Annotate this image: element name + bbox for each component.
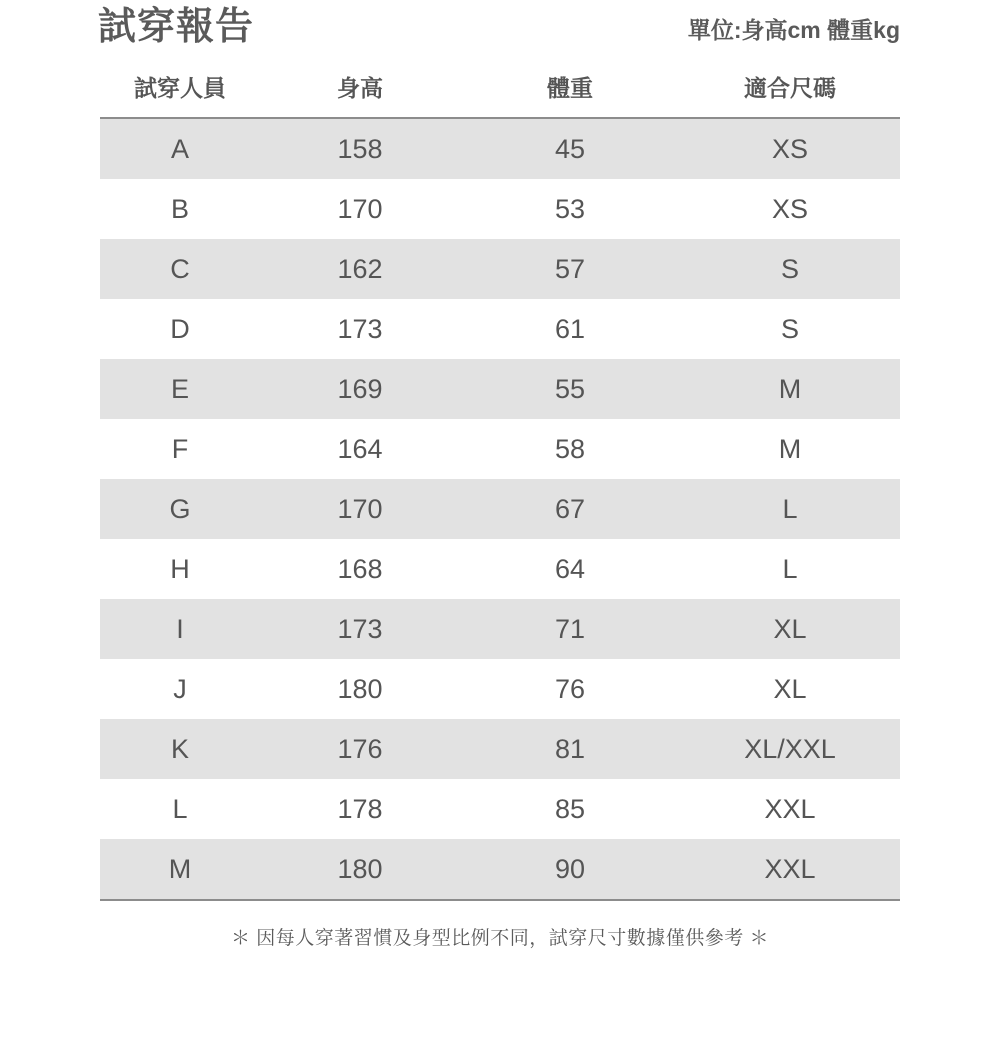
- cell-person: J: [173, 673, 187, 704]
- disclaimer-note: ＊ 因每人穿著習慣及身型比例不同，試穿尺寸數據僅供參考 ＊: [230, 928, 770, 949]
- cell-person: K: [100, 719, 260, 779]
- cell-weight: 76: [554, 673, 586, 704]
- cell-person: A: [100, 118, 260, 179]
- table-header: [100, 64, 900, 118]
- cell-weight: 64: [554, 553, 586, 584]
- table-body: [100, 118, 900, 900]
- table-row: [100, 659, 900, 719]
- cell-weight: 57: [460, 239, 680, 299]
- table-row: [100, 479, 900, 539]
- cell-height: 170: [260, 479, 460, 539]
- cell-weight: 71: [460, 599, 680, 659]
- cell-height: 164: [337, 433, 383, 464]
- table-header-row: [100, 64, 900, 118]
- cell-person: C: [100, 239, 260, 299]
- table-row: [100, 118, 900, 179]
- column-header-weight: 體重: [460, 64, 680, 118]
- cell-person: D: [170, 313, 190, 344]
- table-row: [100, 419, 900, 479]
- cell-size: M: [778, 433, 802, 464]
- cell-person: I: [100, 599, 260, 659]
- units-note: 單位:身高cm 體重kg: [687, 17, 900, 43]
- cell-height: 180: [337, 673, 383, 704]
- cell-weight: 61: [554, 313, 586, 344]
- table-row: [100, 359, 900, 419]
- cell-height: 176: [260, 719, 460, 779]
- cell-person: H: [170, 553, 190, 584]
- cell-height: 162: [260, 239, 460, 299]
- cell-weight: 85: [554, 793, 586, 824]
- table-row: [100, 719, 900, 779]
- page-header: [0, 0, 1000, 50]
- table-row: [100, 779, 900, 839]
- cell-person: L: [172, 793, 188, 824]
- column-header-height: 身高: [260, 64, 460, 118]
- cell-size: L: [680, 479, 900, 539]
- table-row: [100, 599, 900, 659]
- cell-person: G: [100, 479, 260, 539]
- table-row: [100, 179, 900, 239]
- cell-weight: 45: [460, 118, 680, 179]
- cell-size: S: [780, 313, 799, 344]
- cell-weight: 58: [554, 433, 586, 464]
- table-row: [100, 239, 900, 299]
- page-title: 試穿報告: [98, 6, 255, 48]
- column-header-size: 適合尺碼: [680, 64, 900, 118]
- table-row: [100, 839, 900, 900]
- cell-height: 178: [337, 793, 383, 824]
- cell-size: XL/XXL: [680, 719, 900, 779]
- cell-height: 173: [260, 599, 460, 659]
- cell-weight: 90: [460, 839, 680, 900]
- size-table-container: [0, 64, 1000, 901]
- cell-size: L: [782, 553, 798, 584]
- cell-person: E: [100, 359, 260, 419]
- cell-size: XL: [773, 673, 807, 704]
- cell-height: 168: [337, 553, 383, 584]
- cell-weight: 81: [460, 719, 680, 779]
- cell-height: 170: [337, 193, 383, 224]
- cell-size: XS: [680, 118, 900, 179]
- cell-person: B: [170, 193, 189, 224]
- column-header-person: 試穿人員: [100, 64, 260, 118]
- cell-height: 173: [337, 313, 383, 344]
- cell-weight: 67: [460, 479, 680, 539]
- fit-report-table: [100, 64, 900, 901]
- cell-size: XL: [680, 599, 900, 659]
- cell-height: 158: [260, 118, 460, 179]
- table-row: [100, 539, 900, 599]
- cell-height: 169: [260, 359, 460, 419]
- cell-height: 180: [260, 839, 460, 900]
- cell-person: M: [100, 839, 260, 900]
- cell-person: F: [171, 433, 189, 464]
- cell-size: S: [680, 239, 900, 299]
- table-row: [100, 299, 900, 359]
- cell-weight: 53: [554, 193, 586, 224]
- cell-weight: 55: [460, 359, 680, 419]
- cell-size: XXL: [680, 839, 900, 900]
- cell-size: XXL: [764, 793, 816, 824]
- cell-size: M: [680, 359, 900, 419]
- cell-size: XS: [771, 193, 809, 224]
